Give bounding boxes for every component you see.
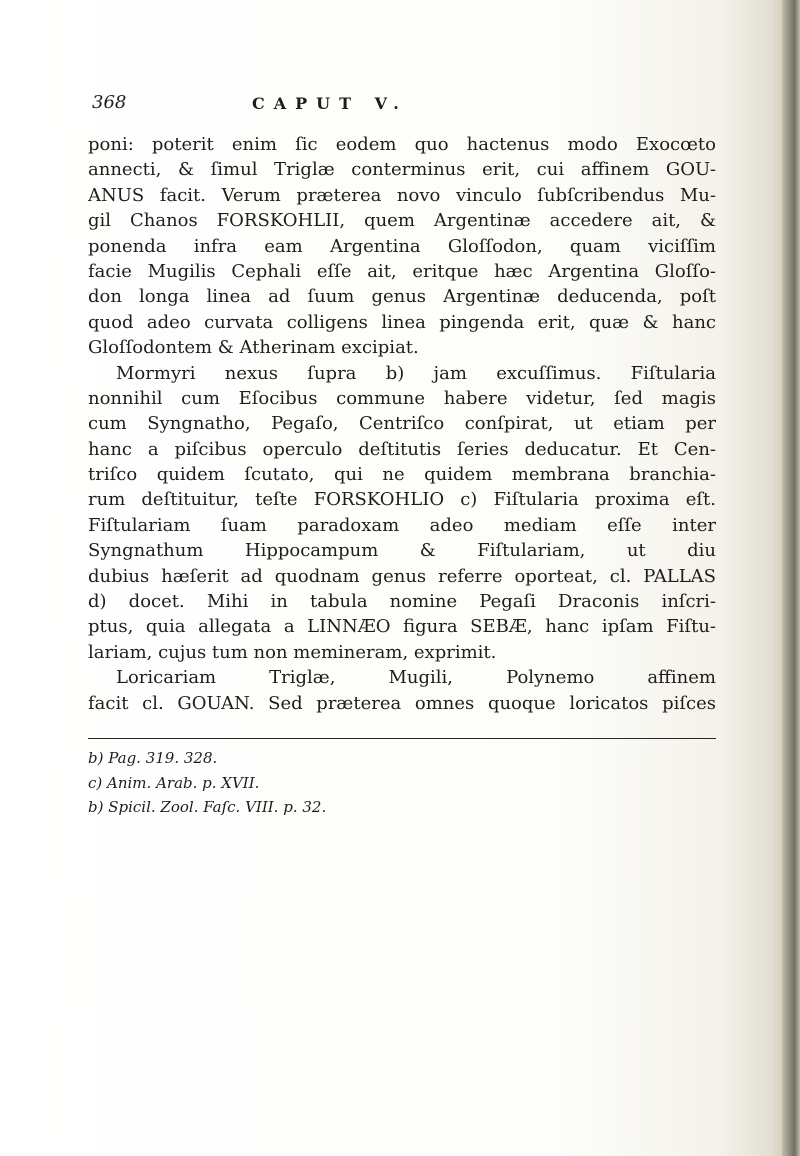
text-line: quod adeo curvata colligens linea pingenda erit, quæ & hanc [88,311,716,333]
text-line: poni: poterit enim ſic eodem quo hactenus modo Exocœto [88,134,716,155]
text-line: ponenda infra eam Argentina Gloſſodon, quam viciſſim [88,235,716,257]
text-line: nonnihil cum Eſocibus commune habere videtur, ſed magis [88,387,716,409]
footnote-divider [88,738,716,739]
text-line: facie Mugilis Cephali eſſe ait, eritque hæc Argentina Gloſſo- [88,260,716,282]
footnote: b) Pag. 319. 328. [88,749,218,767]
text-line: ANUS facit. Verum præterea novo vinculo ſubſcribendus Mu- [88,184,716,206]
text-line: annecti, & ſimul Triglæ conterminus erit, cui affinem GOU- [88,159,716,181]
text-line: lariam, cujus tum non memineram, exprimit. [88,641,497,663]
text-line: don longa linea ad ſuum genus Argentinæ deducenda, poſt [88,286,716,308]
text-line: dubius hæſerit ad quodnam genus referre oporteat, cl. PALLAS [88,565,716,587]
text-line: Gloſſodontem & Atherinam excipiat. [88,337,419,359]
text-line: d) docet. Mihi in tabula nomine Pegaſi Draconis inſcri- [88,591,716,613]
text-line: facit cl. GOUAN. Sed præterea omnes quoque loricatos piſces [88,692,716,714]
text-line: hanc a piſcibus operculo deſtitutis ſeries deducatur. Et Cen- [88,438,716,460]
page-header [92,92,692,120]
body-text [88,132,716,716]
page-number: 368 [92,92,127,113]
footnotes [88,746,716,820]
footnote: c) Anim. Arab. p. XVII. [88,773,260,792]
footnote: b) Spicil. Zool. Faſc. VIII. p. 32. [88,798,327,816]
text-line: Syngnathum Hippocampum & Fiſtulariam, ut diu [88,540,716,562]
text-line: triſco quidem ſcutato, qui ne quidem membrana branchia- [88,464,716,486]
book-spine-edge [782,0,800,1156]
page-edge-shadow [772,0,782,1156]
text-line: rum deſtituitur, teſte FORSKOHLIO c) Fiſtularia proxima eſt. [88,489,716,511]
text-line: ptus, quia allegata a LINNÆO figura SEBÆ, hanc ipſam Fiſtu- [88,616,716,638]
text-line: Fiſtulariam ſuam paradoxam adeo mediam eſſe inter [88,514,716,536]
running-title: CAPUT V. [252,94,408,113]
text-line: Mormyri nexus ſupra b) jam excuſſimus. Fiſtularia [116,362,716,384]
text-line: cum Syngnatho, Pegaſo, Centriſco conſpirat, ut etiam per [88,413,716,435]
text-line: gil Chanos FORSKOHLII, quem Argentinæ accedere ait, & [88,210,716,232]
text-line: Loricariam Triglæ, Mugili, Polynemo affinem [116,667,716,689]
